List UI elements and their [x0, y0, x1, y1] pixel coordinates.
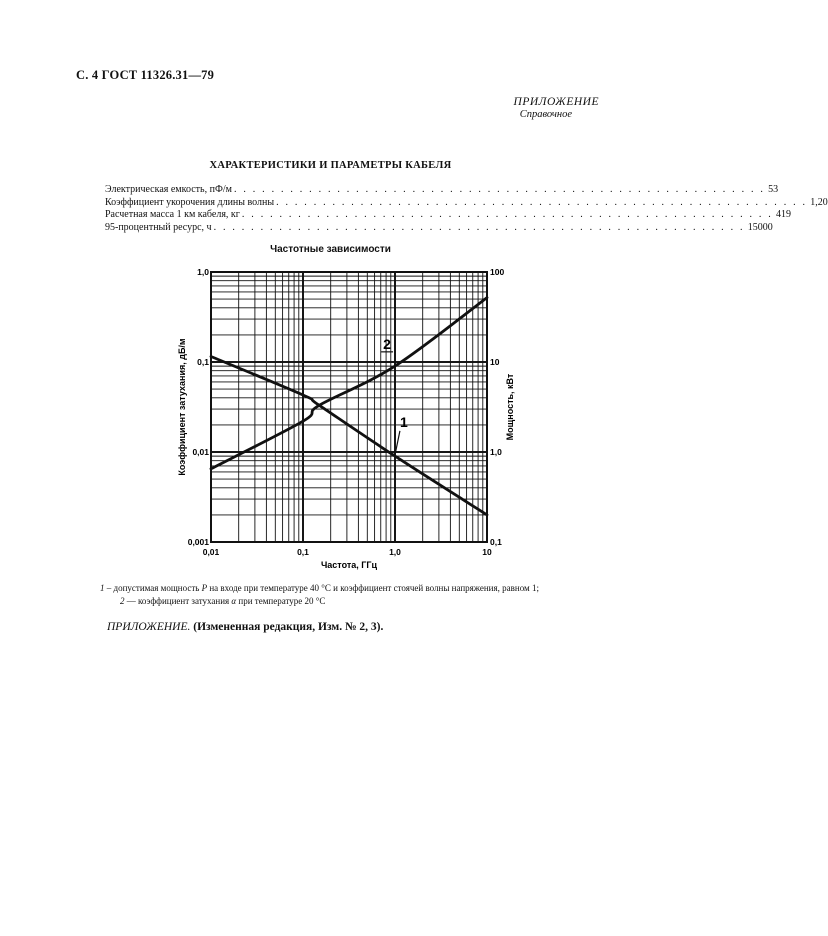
series-line-2: [211, 298, 487, 469]
y2-tick-label: 100: [490, 267, 505, 277]
y-tick-label: 1,0: [197, 267, 209, 277]
x-axis-label: Частота, ГГц: [320, 560, 378, 570]
chart-title: Частотные зависимости: [270, 244, 391, 255]
param-label: Расчетная масса 1 км кабеля, кг: [105, 209, 240, 221]
y2-tick-label: 0,1: [490, 537, 502, 547]
x-tick-labels: [203, 547, 492, 557]
x-tick-label: 0,01: [202, 547, 220, 557]
chart-frame: [211, 272, 487, 542]
param-value: 419: [776, 209, 791, 221]
leader-dots: . . . . . . . . . . . . . . . . . . . . . . . . . . . . . . . . . . . . . . . . . . . . . . . . . . . . . . . . .: [233, 184, 766, 195]
y-tick-label: 0,1: [197, 357, 209, 367]
leader-dots: . . . . . . . . . . . . . . . . . . . . . . . . . . . . . . . . . . . . . . . . . . . . . . . . . . . . . . . . .: [213, 221, 745, 233]
y2-axis-label: Мощность, кВт: [505, 373, 515, 441]
y2-tick-label: 1,0: [490, 447, 502, 457]
caption-num-1: 1: [100, 583, 105, 593]
param-value: 15000: [747, 221, 773, 233]
caption-num-2: 2: [120, 596, 125, 606]
y2-tick-labels: [490, 267, 504, 547]
caption-line-1: [100, 582, 600, 595]
footer-bold: (Измененная редакция, Изм. № 2, 3).: [190, 621, 384, 633]
caption-text-2b: при температуре 20 °С: [236, 596, 326, 606]
x-tick-label: 0,1: [297, 547, 309, 557]
x-tick-label: 1,0: [389, 547, 401, 557]
appendix-subtitle: Справочное: [519, 109, 572, 120]
series-label-2: 2: [383, 335, 391, 352]
x-tick-label: 10: [482, 547, 492, 557]
param-label: 95-процентный ресурс, ч: [105, 221, 212, 233]
caption-text-1b: на входе при температуре 40 °С и коэффициент стоячей волны напряжения, равном 1;: [207, 583, 539, 593]
param-value: 53: [768, 184, 779, 195]
y2-tick-label: 10: [490, 357, 500, 367]
section-title: ХАРАКТЕРИСТИКИ И ПАРАМЕТРЫ КАБЕЛЯ: [209, 160, 452, 171]
y-tick-label: 0,001: [187, 537, 209, 547]
appendix-title: ПРИЛОЖЕНИЕ: [513, 96, 599, 108]
param-label: Коэффициент укорочения длины волны: [105, 196, 275, 208]
page-header: С. 4 ГОСТ 11326.31—79: [76, 68, 215, 82]
y-axis-label: Коэффициент затухания, дБ/м: [177, 338, 187, 476]
footer-italic: ПРИЛОЖЕНИЕ.: [107, 621, 191, 633]
y-tick-label: 0,01: [192, 447, 209, 457]
leader-dots: . . . . . . . . . . . . . . . . . . . . . . . . . . . . . . . . . . . . . . . . . . . . . . . . . . . . . . . . .: [241, 209, 773, 221]
caption-text-2a: — коэффициент затухания: [124, 596, 232, 606]
leader-dots: . . . . . . . . . . . . . . . . . . . . . . . . . . . . . . . . . . . . . . . . . . . . . . . . . . . . . . . . .: [276, 196, 808, 208]
caption-line-2: [100, 595, 600, 608]
series-label-1: 1: [400, 413, 408, 430]
y-tick-labels: [188, 267, 210, 547]
chart-series: [211, 298, 487, 515]
series-line-1: [211, 357, 487, 515]
figure-caption: [100, 582, 600, 608]
footer-note: [107, 621, 383, 633]
param-value: 1,20: [810, 196, 828, 208]
caption-var-p: P: [201, 583, 208, 593]
param-label: Электрическая емкость, пФ/м: [105, 184, 232, 195]
caption-var-alpha: α: [231, 596, 237, 606]
caption-text-1a: – допустимая мощность: [104, 583, 202, 593]
chart-grid: [211, 272, 487, 542]
